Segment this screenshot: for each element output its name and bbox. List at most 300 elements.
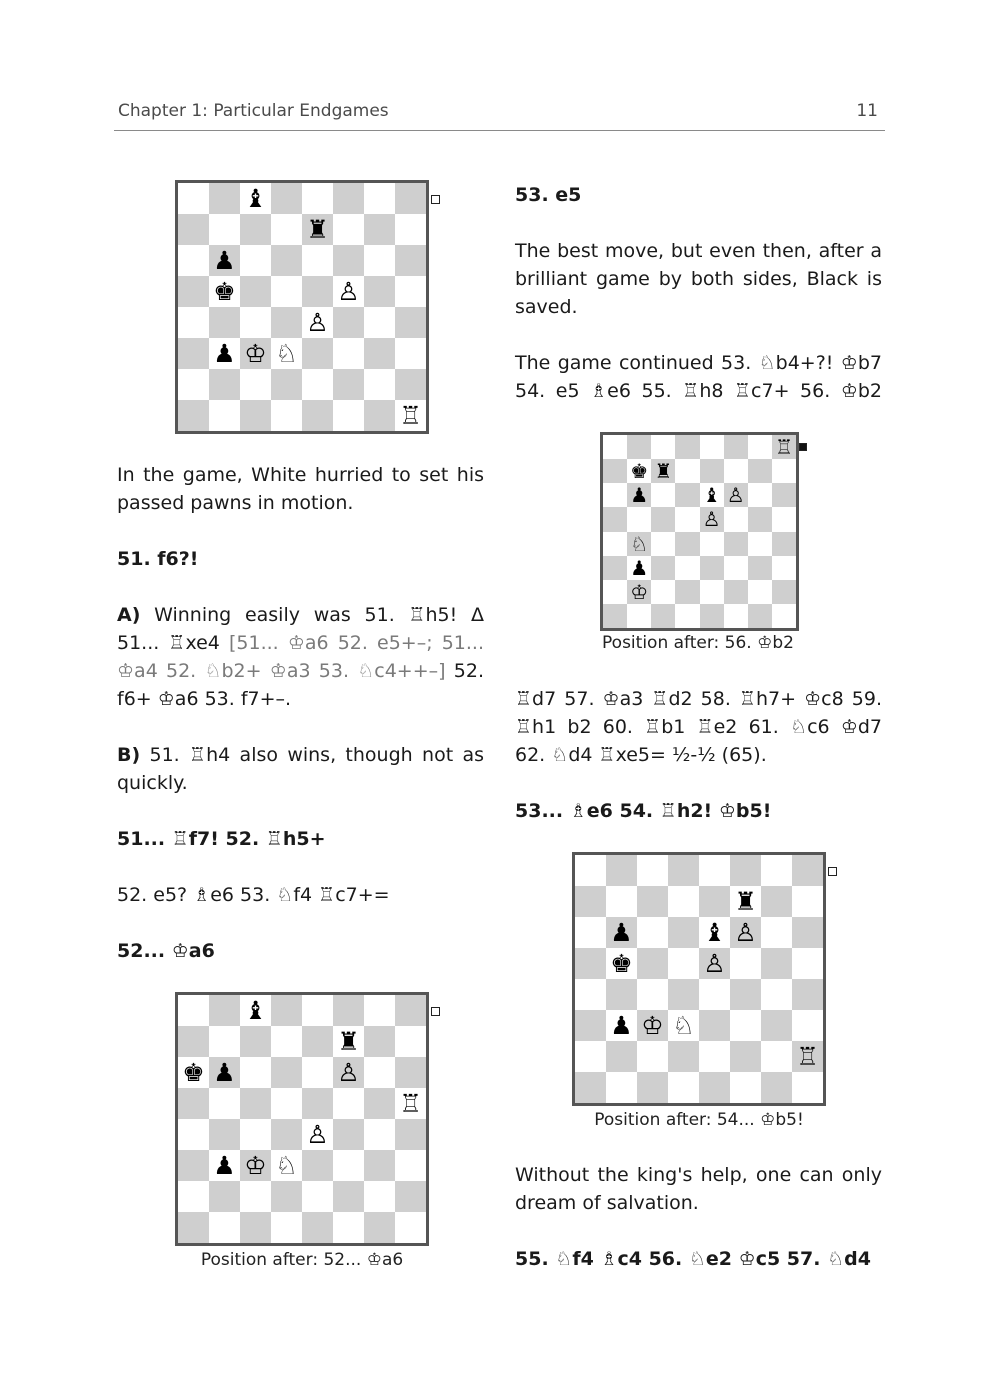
square-h5 xyxy=(395,1088,426,1119)
square-a7 xyxy=(575,886,606,917)
white-pawn-icon: ♙ xyxy=(337,277,360,306)
white-pawn-icon: ♙ xyxy=(734,918,757,947)
square-f3 xyxy=(724,556,748,580)
square-e2 xyxy=(302,1181,333,1212)
square-e4 xyxy=(302,1119,333,1150)
square-d8 xyxy=(668,855,699,886)
square-f7 xyxy=(333,214,364,245)
square-h5 xyxy=(395,276,426,307)
square-c5 xyxy=(651,507,675,531)
square-a8 xyxy=(603,435,627,459)
square-h6 xyxy=(395,245,426,276)
square-e6 xyxy=(302,245,333,276)
square-g6 xyxy=(364,1057,395,1088)
diagram-caption: Position after: 54... ♔b5! xyxy=(594,1110,804,1130)
square-b5 xyxy=(606,948,637,979)
white-knight-icon: ♘ xyxy=(672,1011,695,1040)
square-e8 xyxy=(699,855,730,886)
square-d4 xyxy=(271,1119,302,1150)
move-heading-53-e5: 53. e5 xyxy=(515,184,582,206)
square-c4 xyxy=(651,532,675,556)
square-c7 xyxy=(651,459,675,483)
square-b6 xyxy=(209,245,240,276)
square-g8 xyxy=(364,183,395,214)
white-rook-icon: ♖ xyxy=(774,435,793,460)
square-a1 xyxy=(575,1072,606,1103)
square-h3 xyxy=(395,338,426,369)
square-a3 xyxy=(178,338,209,369)
square-d6 xyxy=(271,1057,302,1088)
square-f6 xyxy=(333,1057,364,1088)
square-h8 xyxy=(772,435,796,459)
square-c7 xyxy=(240,214,271,245)
square-e2 xyxy=(700,580,724,604)
square-a5 xyxy=(575,948,606,979)
black-to-move-marker xyxy=(799,443,807,451)
square-f3 xyxy=(730,1010,761,1041)
square-c3 xyxy=(651,556,675,580)
square-e2 xyxy=(699,1041,730,1072)
square-b8 xyxy=(606,855,637,886)
black-rook-icon: ♜ xyxy=(337,1027,360,1056)
square-b1 xyxy=(627,604,651,628)
move-heading-52-ka6: 52... ♔a6 xyxy=(117,940,215,962)
header-rule xyxy=(114,130,885,131)
square-a1 xyxy=(178,400,209,431)
square-f4 xyxy=(333,307,364,338)
paragraph-game-hurried: In the game, White hurried to set his passed pawns in motion. xyxy=(117,464,484,514)
square-h8 xyxy=(792,855,823,886)
square-e1 xyxy=(302,400,333,431)
move-heading-51-rf7: 51... ♖f7! 52. ♖h5+ xyxy=(117,828,326,850)
square-c8 xyxy=(240,995,271,1026)
square-f3 xyxy=(333,338,364,369)
square-c5 xyxy=(240,1088,271,1119)
square-g6 xyxy=(761,917,792,948)
square-h2 xyxy=(395,1181,426,1212)
white-pawn-icon: ♙ xyxy=(306,1120,329,1149)
square-b6 xyxy=(209,1057,240,1088)
square-e4 xyxy=(700,532,724,556)
square-h3 xyxy=(395,1150,426,1181)
square-f8 xyxy=(724,435,748,459)
square-d6 xyxy=(271,245,302,276)
white-king-icon: ♔ xyxy=(641,1011,664,1040)
square-c8 xyxy=(637,855,668,886)
square-h5 xyxy=(792,948,823,979)
square-d1 xyxy=(271,400,302,431)
square-a7 xyxy=(603,459,627,483)
square-b3 xyxy=(209,338,240,369)
square-g3 xyxy=(364,338,395,369)
square-b3 xyxy=(627,556,651,580)
square-b8 xyxy=(627,435,651,459)
square-g8 xyxy=(364,995,395,1026)
square-b2 xyxy=(209,369,240,400)
move-heading-53-be6: 53... ♗e6 54. ♖h2! ♔b5! xyxy=(515,800,772,822)
square-h6 xyxy=(395,1057,426,1088)
white-pawn-icon: ♙ xyxy=(306,308,329,337)
diagram-caption: Position after: 52... ♔a6 xyxy=(200,1250,404,1270)
square-b7 xyxy=(209,214,240,245)
square-b4 xyxy=(209,1119,240,1150)
move-heading-55-nf4: 55. ♘f4 ♗c4 56. ♘e2 ♔c5 57. ♘d4 xyxy=(515,1248,871,1270)
black-king-icon: ♚ xyxy=(630,459,649,484)
line-52-e5: 52. e5? ♗e6 53. ♘f4 ♖c7+= xyxy=(117,884,390,906)
black-bishop-icon: ♝ xyxy=(702,483,721,508)
square-f4 xyxy=(730,979,761,1010)
square-c2 xyxy=(651,580,675,604)
square-d3 xyxy=(271,1150,302,1181)
square-f7 xyxy=(724,459,748,483)
square-f4 xyxy=(724,532,748,556)
square-f6 xyxy=(724,483,748,507)
square-h7 xyxy=(395,1026,426,1057)
square-e5 xyxy=(700,507,724,531)
square-b2 xyxy=(627,580,651,604)
square-a2 xyxy=(178,1181,209,1212)
black-bishop-icon: ♝ xyxy=(703,918,726,947)
square-b4 xyxy=(627,532,651,556)
square-e6 xyxy=(302,1057,333,1088)
square-h4 xyxy=(792,979,823,1010)
square-d4 xyxy=(675,532,699,556)
square-a3 xyxy=(178,1150,209,1181)
square-e4 xyxy=(699,979,730,1010)
square-d6 xyxy=(675,483,699,507)
square-e5 xyxy=(302,1088,333,1119)
square-e3 xyxy=(302,338,333,369)
chess-diagram-2 xyxy=(175,992,429,1246)
square-c6 xyxy=(651,483,675,507)
square-d2 xyxy=(271,1181,302,1212)
square-b5 xyxy=(209,276,240,307)
square-d3 xyxy=(668,1010,699,1041)
white-king-icon: ♔ xyxy=(244,339,267,368)
white-knight-icon: ♘ xyxy=(275,1151,298,1180)
square-c1 xyxy=(637,1072,668,1103)
square-c5 xyxy=(240,276,271,307)
square-b2 xyxy=(209,1181,240,1212)
square-a5 xyxy=(178,276,209,307)
square-h1 xyxy=(395,400,426,431)
paragraph-game-line: ♖d7 57. ♔a3 ♖d2 58. ♖h7+ ♔c8 59. ♖h1 b2 60. ♖b1 ♖e2 61. ♘c6 ♔d7 62. ♘d4 ♖xe5= ½-½ (65). xyxy=(515,688,883,766)
white-rook-icon: ♖ xyxy=(399,401,422,430)
square-e5 xyxy=(302,276,333,307)
white-to-move-marker xyxy=(828,867,837,876)
square-e7 xyxy=(302,214,333,245)
square-g4 xyxy=(364,307,395,338)
square-c3 xyxy=(240,1150,271,1181)
chess-diagram-4 xyxy=(572,852,826,1106)
square-b5 xyxy=(209,1088,240,1119)
page-number: 11 xyxy=(856,101,878,121)
square-d8 xyxy=(271,183,302,214)
square-a4 xyxy=(603,532,627,556)
square-d7 xyxy=(668,886,699,917)
square-b1 xyxy=(209,400,240,431)
square-d4 xyxy=(271,307,302,338)
square-e8 xyxy=(302,183,333,214)
square-d1 xyxy=(271,1212,302,1243)
square-f4 xyxy=(333,1119,364,1150)
white-king-icon: ♔ xyxy=(630,579,649,604)
square-c2 xyxy=(637,1041,668,1072)
square-b7 xyxy=(627,459,651,483)
square-g4 xyxy=(748,532,772,556)
black-rook-icon: ♜ xyxy=(654,459,673,484)
square-d7 xyxy=(675,459,699,483)
square-d6 xyxy=(668,917,699,948)
square-h8 xyxy=(395,995,426,1026)
square-b6 xyxy=(606,917,637,948)
black-pawn-icon: ♟ xyxy=(213,1058,236,1087)
square-c1 xyxy=(651,604,675,628)
square-b3 xyxy=(606,1010,637,1041)
square-a6 xyxy=(575,917,606,948)
square-d3 xyxy=(675,556,699,580)
square-g2 xyxy=(748,580,772,604)
square-c7 xyxy=(637,886,668,917)
square-e1 xyxy=(302,1212,333,1243)
square-f2 xyxy=(333,1181,364,1212)
white-pawn-icon: ♙ xyxy=(726,483,745,508)
square-b8 xyxy=(209,995,240,1026)
square-f5 xyxy=(730,948,761,979)
black-pawn-icon: ♟ xyxy=(610,1011,633,1040)
square-c8 xyxy=(240,183,271,214)
square-c4 xyxy=(240,307,271,338)
square-g7 xyxy=(364,1026,395,1057)
white-knight-icon: ♘ xyxy=(275,339,298,368)
square-d1 xyxy=(668,1072,699,1103)
square-a1 xyxy=(178,1212,209,1243)
square-h6 xyxy=(792,917,823,948)
square-h2 xyxy=(772,580,796,604)
white-knight-icon: ♘ xyxy=(630,531,649,556)
square-g1 xyxy=(761,1072,792,1103)
diagram-caption: Position after: 56. ♔b2 xyxy=(602,633,794,653)
square-g8 xyxy=(761,855,792,886)
square-c6 xyxy=(240,245,271,276)
square-f8 xyxy=(333,183,364,214)
square-f8 xyxy=(730,855,761,886)
square-b7 xyxy=(209,1026,240,1057)
square-b2 xyxy=(606,1041,637,1072)
white-rook-icon: ♖ xyxy=(796,1042,819,1071)
white-pawn-icon: ♙ xyxy=(337,1058,360,1087)
square-g5 xyxy=(364,1088,395,1119)
square-e7 xyxy=(700,459,724,483)
square-d1 xyxy=(675,604,699,628)
square-c1 xyxy=(240,400,271,431)
square-c3 xyxy=(240,338,271,369)
square-a6 xyxy=(603,483,627,507)
square-g6 xyxy=(748,483,772,507)
square-e7 xyxy=(699,886,730,917)
variation-a: A) Winning easily was 51. ♖h5! Δ 51... ♖xe4 [51... ♔a6 52. e5+–; 51... ♔a4 52. ♘b2+ ♔a3 53. ♘c4++–] 52. f6+ ♔a6 53. f7+–. xyxy=(117,604,485,710)
square-d2 xyxy=(271,369,302,400)
black-rook-icon: ♜ xyxy=(734,887,757,916)
square-h2 xyxy=(395,369,426,400)
black-pawn-icon: ♟ xyxy=(213,246,236,275)
move-heading-51-f6: 51. f6?! xyxy=(117,548,199,570)
square-b4 xyxy=(209,307,240,338)
variation-b: B) 51. ♖h4 also wins, though not as quickly. xyxy=(117,744,485,794)
square-a6 xyxy=(178,245,209,276)
square-a4 xyxy=(178,307,209,338)
square-f1 xyxy=(333,400,364,431)
square-h1 xyxy=(772,604,796,628)
square-f5 xyxy=(333,276,364,307)
square-h7 xyxy=(792,886,823,917)
square-a3 xyxy=(603,556,627,580)
running-header-title: Chapter 1: Particular Endgames xyxy=(118,101,389,121)
square-a8 xyxy=(178,995,209,1026)
black-king-icon: ♚ xyxy=(182,1058,205,1087)
white-to-move-marker xyxy=(431,195,440,204)
square-f1 xyxy=(724,604,748,628)
square-b8 xyxy=(209,183,240,214)
square-a1 xyxy=(603,604,627,628)
black-king-icon: ♚ xyxy=(610,949,633,978)
square-f6 xyxy=(730,917,761,948)
square-e6 xyxy=(699,917,730,948)
black-pawn-icon: ♟ xyxy=(213,1151,236,1180)
square-g2 xyxy=(761,1041,792,1072)
square-d5 xyxy=(271,1088,302,1119)
square-b1 xyxy=(209,1212,240,1243)
white-pawn-icon: ♙ xyxy=(703,949,726,978)
square-b4 xyxy=(606,979,637,1010)
square-h4 xyxy=(395,307,426,338)
black-bishop-icon: ♝ xyxy=(244,996,267,1025)
square-g2 xyxy=(364,1181,395,1212)
chess-diagram-1 xyxy=(175,180,429,434)
square-h4 xyxy=(395,1119,426,1150)
square-b3 xyxy=(209,1150,240,1181)
square-f5 xyxy=(724,507,748,531)
square-g7 xyxy=(761,886,792,917)
square-a2 xyxy=(178,369,209,400)
square-d3 xyxy=(271,338,302,369)
square-c7 xyxy=(240,1026,271,1057)
square-a8 xyxy=(178,183,209,214)
square-f7 xyxy=(730,886,761,917)
square-g2 xyxy=(364,369,395,400)
square-e3 xyxy=(700,556,724,580)
black-pawn-icon: ♟ xyxy=(610,918,633,947)
square-h4 xyxy=(772,532,796,556)
square-c8 xyxy=(651,435,675,459)
square-f2 xyxy=(730,1041,761,1072)
square-e8 xyxy=(302,995,333,1026)
square-d4 xyxy=(668,979,699,1010)
white-king-icon: ♔ xyxy=(244,1151,267,1180)
square-f1 xyxy=(333,1212,364,1243)
square-g4 xyxy=(761,979,792,1010)
square-g3 xyxy=(364,1150,395,1181)
square-h3 xyxy=(792,1010,823,1041)
square-e3 xyxy=(699,1010,730,1041)
black-rook-icon: ♜ xyxy=(306,215,329,244)
square-h1 xyxy=(395,1212,426,1243)
white-to-move-marker xyxy=(431,1007,440,1016)
square-g5 xyxy=(761,948,792,979)
square-a5 xyxy=(178,1088,209,1119)
square-a8 xyxy=(575,855,606,886)
square-e6 xyxy=(700,483,724,507)
white-rook-icon: ♖ xyxy=(399,1089,422,1118)
square-g7 xyxy=(748,459,772,483)
square-g6 xyxy=(364,245,395,276)
square-e3 xyxy=(302,1150,333,1181)
square-h8 xyxy=(395,183,426,214)
square-h5 xyxy=(772,507,796,531)
square-f5 xyxy=(333,1088,364,1119)
square-a6 xyxy=(178,1057,209,1088)
square-d8 xyxy=(675,435,699,459)
square-g4 xyxy=(364,1119,395,1150)
square-d7 xyxy=(271,1026,302,1057)
square-b5 xyxy=(627,507,651,531)
square-a4 xyxy=(575,979,606,1010)
square-a7 xyxy=(178,214,209,245)
square-f2 xyxy=(724,580,748,604)
square-e1 xyxy=(699,1072,730,1103)
square-g8 xyxy=(748,435,772,459)
square-e1 xyxy=(700,604,724,628)
square-c5 xyxy=(637,948,668,979)
square-h7 xyxy=(395,214,426,245)
square-e8 xyxy=(700,435,724,459)
square-c4 xyxy=(240,1119,271,1150)
square-f2 xyxy=(333,369,364,400)
paragraph-kings-help: Without the king's help, one can only dream of salvation. xyxy=(515,1164,882,1214)
square-d2 xyxy=(675,580,699,604)
square-a7 xyxy=(178,1026,209,1057)
square-f8 xyxy=(333,995,364,1026)
square-a2 xyxy=(575,1041,606,1072)
square-d5 xyxy=(668,948,699,979)
square-c6 xyxy=(637,917,668,948)
black-pawn-icon: ♟ xyxy=(630,483,649,508)
square-f3 xyxy=(333,1150,364,1181)
square-a5 xyxy=(603,507,627,531)
chess-diagram-3 xyxy=(600,432,799,631)
paragraph-best-move: The best move, but even then, after a brilliant game by both sides, Black is saved. xyxy=(515,240,882,318)
square-a4 xyxy=(178,1119,209,1150)
square-e2 xyxy=(302,369,333,400)
square-g1 xyxy=(364,400,395,431)
square-a2 xyxy=(603,580,627,604)
square-d5 xyxy=(675,507,699,531)
black-king-icon: ♚ xyxy=(213,277,236,306)
square-e4 xyxy=(302,307,333,338)
square-g3 xyxy=(748,556,772,580)
square-c1 xyxy=(240,1212,271,1243)
square-c3 xyxy=(637,1010,668,1041)
square-g3 xyxy=(761,1010,792,1041)
square-g5 xyxy=(748,507,772,531)
square-a3 xyxy=(575,1010,606,1041)
square-e7 xyxy=(302,1026,333,1057)
square-e5 xyxy=(699,948,730,979)
black-pawn-icon: ♟ xyxy=(630,555,649,580)
square-h2 xyxy=(792,1041,823,1072)
square-b6 xyxy=(627,483,651,507)
square-h1 xyxy=(792,1072,823,1103)
